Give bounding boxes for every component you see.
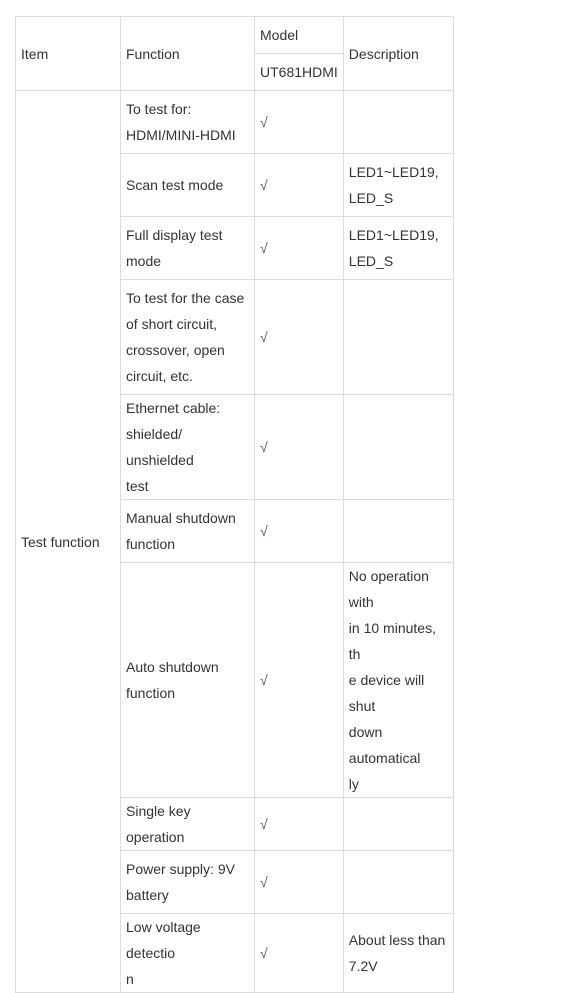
model-check-cell: √ bbox=[255, 91, 344, 154]
function-cell: Scan test mode bbox=[121, 154, 255, 217]
model-check-cell: √ bbox=[255, 280, 344, 395]
function-cell: To test for the case of short circuit, crossover, open circuit, etc. bbox=[121, 280, 255, 395]
model-check-cell: √ bbox=[255, 914, 344, 993]
group-label: Test function bbox=[16, 91, 121, 993]
model-check-cell: √ bbox=[255, 798, 344, 851]
description-cell: About less than 7.2V bbox=[343, 914, 453, 993]
function-cell: Low voltage detectio n bbox=[121, 914, 255, 993]
description-cell: No operation with in 10 minutes, th e device will shut down automatical ly bbox=[343, 563, 453, 798]
header-description: Description bbox=[343, 17, 453, 91]
model-check-cell: √ bbox=[255, 154, 344, 217]
function-cell: Power supply: 9V battery bbox=[121, 851, 255, 914]
spec-table bbox=[15, 16, 454, 993]
description-cell bbox=[343, 91, 453, 154]
function-cell: Single key operation bbox=[121, 798, 255, 851]
model-check-cell: √ bbox=[255, 395, 344, 500]
description-cell bbox=[343, 798, 453, 851]
model-check-cell: √ bbox=[255, 563, 344, 798]
header-model: Model bbox=[255, 17, 344, 54]
description-cell: LED1~LED19, LED_S bbox=[343, 217, 453, 280]
model-check-cell: √ bbox=[255, 500, 344, 563]
header-model-name: UT681HDMI bbox=[255, 54, 344, 91]
function-cell: Auto shutdown function bbox=[121, 563, 255, 798]
function-cell: Full display test mode bbox=[121, 217, 255, 280]
header-item: Item bbox=[16, 17, 121, 91]
function-cell: Manual shutdown function bbox=[121, 500, 255, 563]
description-cell: LED1~LED19, LED_S bbox=[343, 154, 453, 217]
header-function: Function bbox=[121, 17, 255, 91]
description-cell bbox=[343, 395, 453, 500]
model-check-cell: √ bbox=[255, 851, 344, 914]
description-cell bbox=[343, 280, 453, 395]
description-cell bbox=[343, 500, 453, 563]
function-cell: To test for: HDMI/MINI-HDMI bbox=[121, 91, 255, 154]
table-row bbox=[16, 91, 454, 154]
header-row-top bbox=[16, 17, 454, 54]
function-cell: Ethernet cable: shielded/ unshielded test bbox=[121, 395, 255, 500]
model-check-cell: √ bbox=[255, 217, 344, 280]
description-cell bbox=[343, 851, 453, 914]
